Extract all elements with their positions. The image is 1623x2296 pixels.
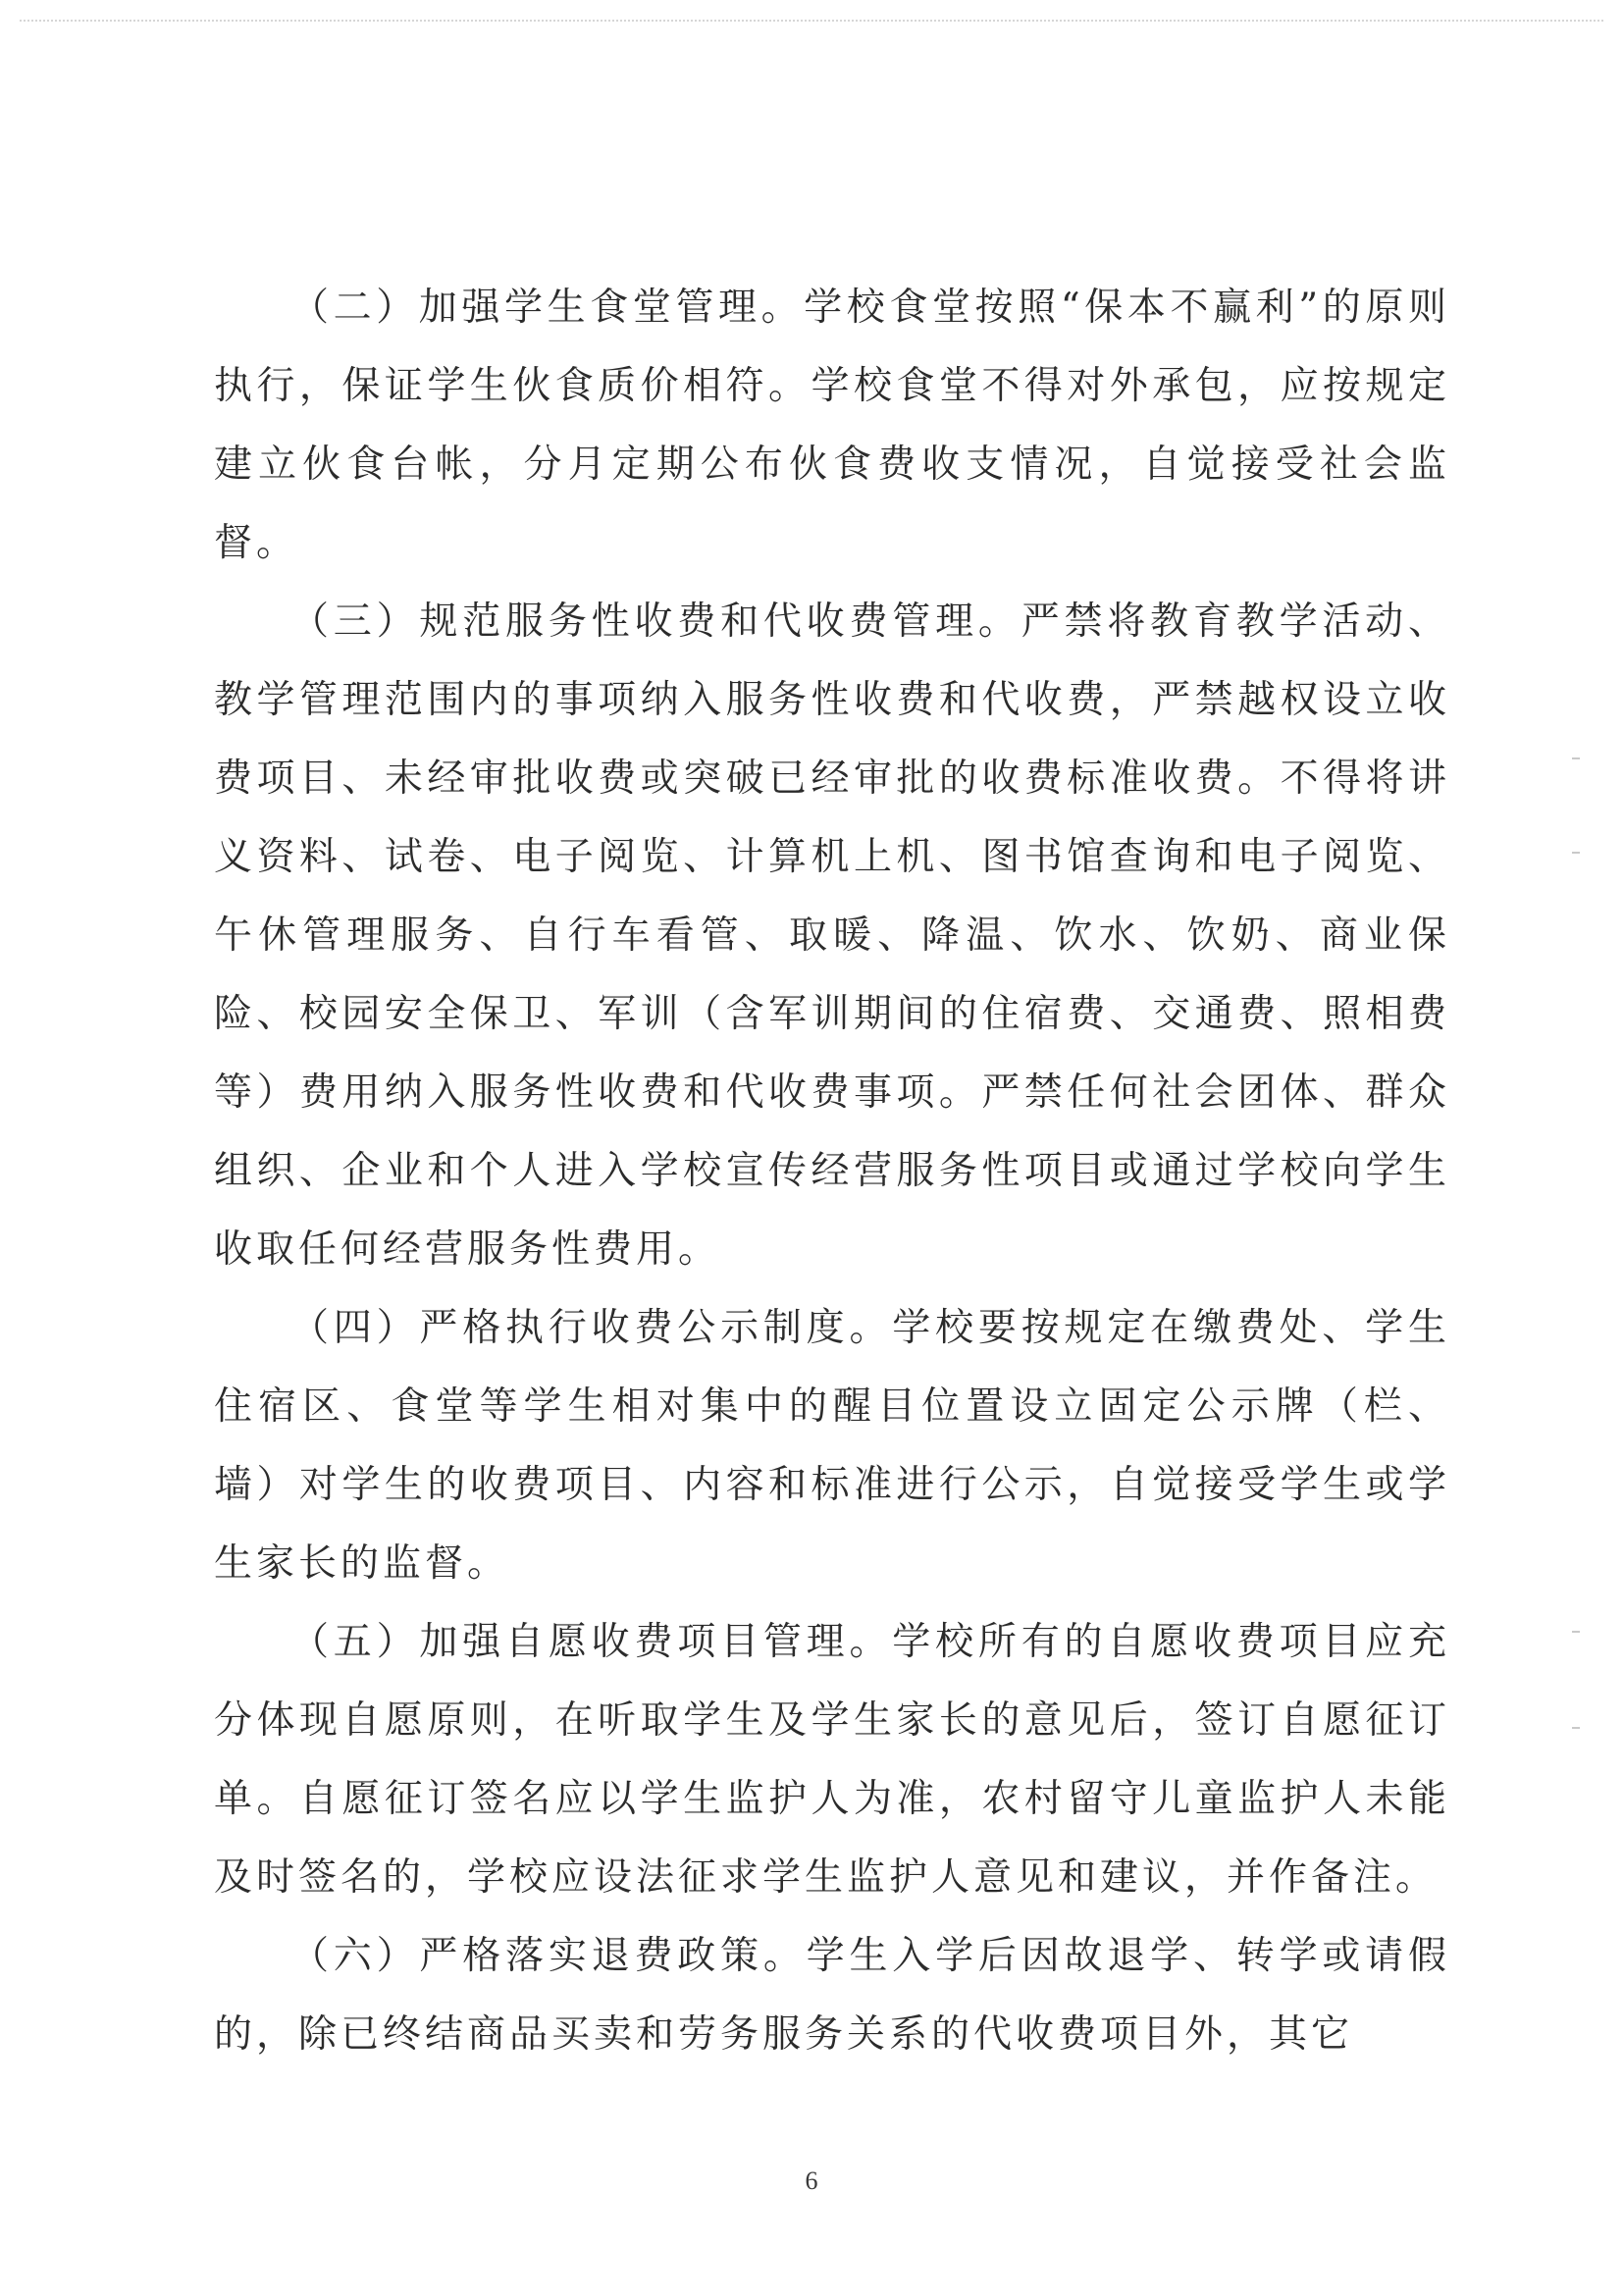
paragraph-voluntary-fees: （五）加强自愿收费项目管理。学校所有的自愿收费项目应充分体现自愿原则，在听取学生及学生家长的意见后，签订自愿征订单。自愿征订签名应以学生监护人为准，农村留守儿童监护人未能及时签名的，学校应设法征求学生监护人意见和建议，并作备注。 (214, 1620, 1450, 1900)
scan-edge-mark (1572, 757, 1580, 759)
paragraph-canteen-management: （二）加强学生食堂管理。学校食堂按照“保本不赢利”的原则执行，保证学生伙食质价相符。学校食堂不得对外承包，应按规定建立伙食台帐，分月定期公布伙食费收支情况，自觉接受社会监督。 (214, 286, 1450, 565)
scan-top-edge (20, 20, 1603, 22)
scan-edge-mark (1572, 1631, 1580, 1633)
paragraph-fee-disclosure: （四）严格执行收费公示制度。学校要按规定在缴费处、学生住宿区、食堂等学生相对集中的醒目位置设立固定公示牌（栏、墙）对学生的收费项目、内容和标准进行公示，自觉接受学生或学生家长的监督。 (214, 1306, 1450, 1586)
scan-edge-mark (1572, 1727, 1580, 1729)
scan-edge-mark (1572, 852, 1580, 854)
page-number: 6 (805, 2166, 818, 2195)
paragraph-service-fees: （三）规范服务性收费和代收费管理。严禁将教育教学活动、教学管理范围内的事项纳入服务性收费和代收费，严禁越权设立收费项目、未经审批收费或突破已经审批的收费标准收费。不得将讲义资料、试卷、电子阅览、计算机上机、图书馆查询和电子阅览、午休管理服务、自行车看管、取暖、降温、饮水、饮奶、商业保险、校园安全保卫、军训（含军训期间的住宿费、交通费、照相费等）费用纳入服务性收费和代收费事项。严禁任何社会团体、群众组织、企业和个人进入学校宣传经营服务性项目或通过学校向学生收取任何经营服务性费用。 (214, 600, 1450, 1272)
document-body (214, 269, 1450, 2074)
paragraph-refund-policy: （六）严格落实退费政策。学生入学后因故退学、转学或请假的，除已终结商品买卖和劳务服务关系的代收费项目外，其它 (214, 1934, 1450, 2057)
